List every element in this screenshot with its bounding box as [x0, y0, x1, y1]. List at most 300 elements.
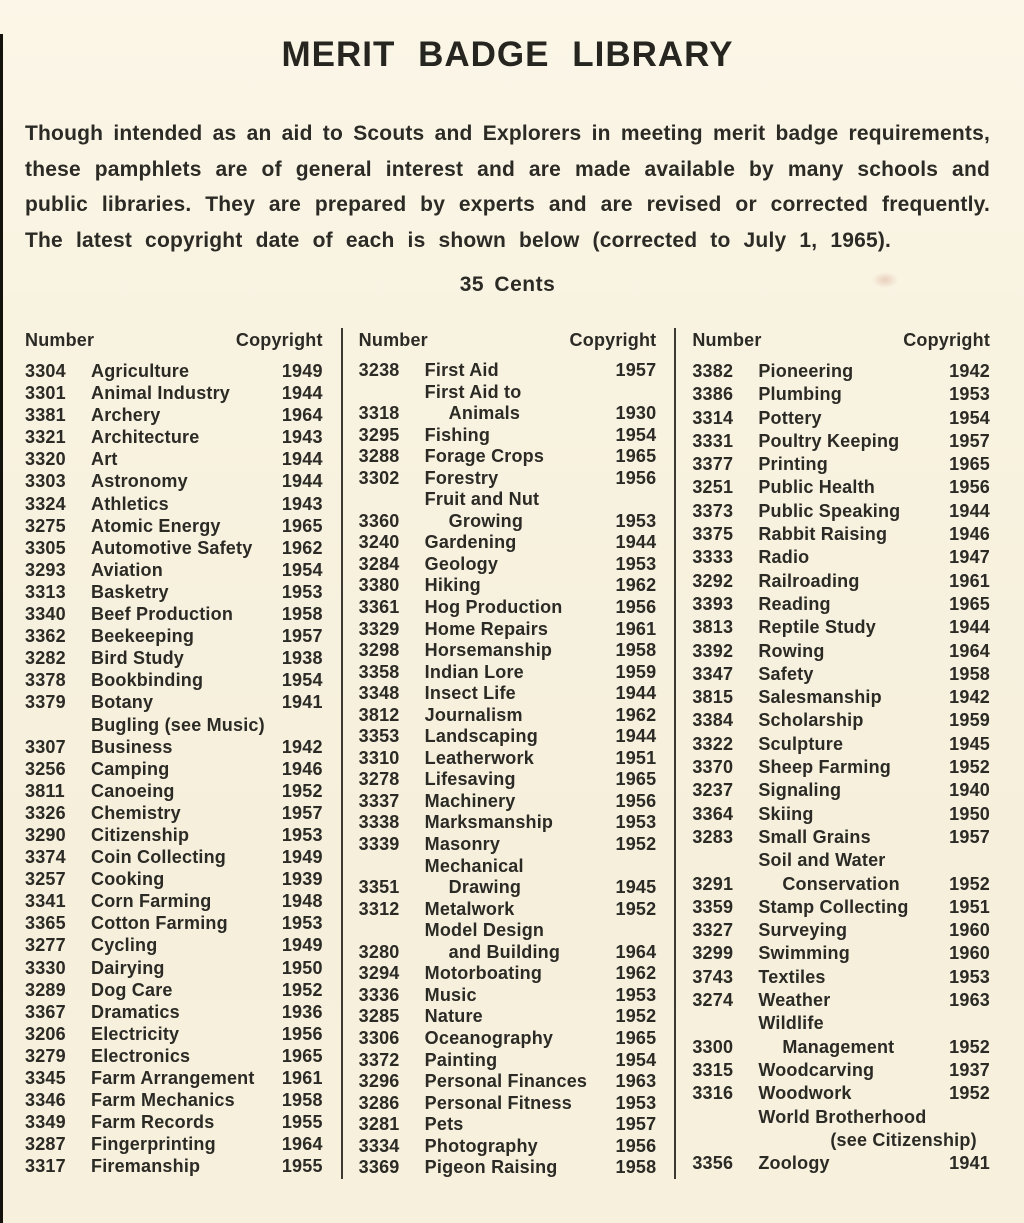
copyright-year: 1947	[949, 547, 991, 568]
badge-number: 3251	[692, 477, 734, 498]
copyright-year: 1965	[949, 593, 991, 614]
copyright-year: 1953	[281, 824, 323, 845]
badge-name: Journalism	[424, 704, 523, 725]
copyright-year: 1958	[615, 1157, 657, 1178]
badge-number: 3303	[25, 471, 66, 492]
badge-name: Sculpture	[758, 733, 844, 754]
badge-number: 3256	[25, 758, 66, 779]
column-1-rows	[25, 360, 323, 1177]
badge-table	[25, 328, 990, 1179]
badge-name: Reading	[758, 593, 831, 614]
badge-name: Pets	[424, 1114, 464, 1135]
column-1-header	[25, 328, 323, 352]
table-row	[692, 640, 990, 663]
table-row	[359, 963, 657, 985]
copyright-year: 1953	[281, 581, 323, 602]
badge-name: Electronics	[91, 1045, 191, 1066]
badge-name: Automotive Safety	[91, 537, 253, 558]
badge-number: 3351	[358, 877, 400, 898]
column-2-rows	[359, 360, 657, 1179]
scan-edge-shadow	[0, 34, 3, 1223]
badge-name: Agriculture	[91, 361, 190, 381]
badge-number: 3282	[25, 648, 66, 669]
copyright-year: 1937	[949, 1059, 991, 1080]
copyright-year: 1953	[615, 553, 657, 574]
badge-number: 3318	[358, 403, 400, 424]
table-row	[25, 581, 323, 603]
badge-number: 3327	[692, 920, 734, 941]
table-row	[25, 1155, 323, 1177]
copyright-year: 1952	[615, 834, 657, 855]
badge-number: 3316	[692, 1083, 734, 1104]
copyright-year: 1938	[281, 648, 323, 669]
table-row	[692, 663, 990, 686]
badge-number: 3333	[692, 547, 734, 568]
table-row	[692, 383, 990, 406]
copyright-year: 1957	[615, 360, 657, 380]
badge-name: Landscaping	[424, 726, 538, 747]
table-row	[359, 812, 657, 834]
copyright-year: 1952	[281, 979, 323, 1000]
copyright-year: 1954	[281, 670, 323, 691]
badge-name: Woodcarving	[758, 1059, 875, 1080]
copyright-year: 1957	[281, 626, 323, 647]
table-row	[359, 834, 657, 856]
table-column-2	[343, 328, 677, 1179]
copyright-year: 1965	[615, 769, 657, 790]
copyright-year: 1953	[615, 510, 657, 531]
badge-number: 3301	[25, 383, 66, 404]
badge-name: Metalwork	[424, 898, 515, 919]
badge-number: 3370	[692, 757, 734, 778]
badge-name: Farm Mechanics	[91, 1090, 235, 1111]
copyright-year: 1950	[949, 803, 991, 824]
badge-name: Cycling	[91, 935, 158, 956]
badge-name: Chemistry	[91, 802, 181, 823]
badge-name: Basketry	[91, 581, 169, 602]
badge-number: 3299	[692, 943, 734, 964]
badge-name: Oceanography	[424, 1027, 554, 1048]
badge-name: Electricity	[91, 1023, 180, 1044]
number-header: Number	[25, 330, 95, 350]
copyright-year: 1965	[281, 515, 323, 536]
badge-name: Stamp Collecting	[758, 896, 909, 917]
badge-number: 3356	[692, 1153, 734, 1174]
copyright-year: 1961	[615, 618, 657, 639]
badge-name: Sheep Farming	[758, 757, 891, 778]
copyright-year: 1941	[281, 692, 323, 713]
scanned-document	[0, 34, 1024, 1223]
badge-name: Business	[91, 736, 173, 757]
badge-name: Athletics	[91, 493, 169, 514]
price-label: 35 Cents	[459, 273, 556, 296]
copyright-year: 1957	[949, 430, 991, 451]
badge-number: 3331	[692, 430, 734, 451]
table-row	[359, 769, 657, 791]
copyright-year: 1958	[615, 640, 657, 661]
copyright-year: 1944	[615, 726, 657, 747]
badge-number: 3321	[25, 427, 66, 448]
table-row	[359, 748, 657, 770]
badge-name: Scholarship	[758, 710, 864, 731]
intro-paragraph	[25, 116, 990, 258]
copyright-year: 1958	[281, 1090, 323, 1111]
table-row	[25, 691, 323, 713]
badge-number: 3302	[358, 467, 400, 488]
copyright-year: 1961	[949, 570, 991, 591]
copyright-year: 1962	[281, 537, 323, 558]
copyright-year: 1965	[615, 446, 657, 467]
badge-name: Bugling (see Music)	[91, 714, 265, 735]
table-row	[359, 360, 657, 382]
copyright-year: 1965	[615, 1027, 657, 1048]
table-row	[359, 575, 657, 597]
table-row	[359, 662, 657, 684]
intro-line-3: public libraries. They are prepared by experts and are revised or corrected frequently.	[25, 193, 990, 216]
badge-number: 3288	[358, 446, 400, 467]
copyright-year: 1956	[615, 790, 657, 811]
badge-name: Marksmanship	[424, 812, 554, 833]
table-row	[25, 736, 323, 758]
page-title: MERIT BADGE LIBRARY	[281, 35, 734, 74]
copyright-year: 1953	[949, 384, 991, 405]
table-row	[25, 669, 323, 691]
badge-number: 3347	[692, 663, 734, 684]
badge-number: 3307	[25, 736, 66, 757]
intro-line-2: these pamphlets are of general interest and are made available by many schools and	[25, 157, 990, 181]
column-2-header	[359, 328, 657, 352]
badge-name: Architecture	[91, 427, 200, 448]
copyright-year: 1946	[949, 524, 991, 545]
copyright-year: 1952	[949, 873, 991, 894]
badge-number: 3358	[358, 661, 400, 682]
table-row	[692, 453, 990, 476]
badge-name: Corn Farming	[91, 891, 212, 912]
table-row	[359, 920, 657, 963]
copyright-year: 1943	[281, 493, 323, 514]
table-row	[692, 500, 990, 523]
badge-number: 3280	[358, 941, 400, 962]
column-3-header	[692, 328, 990, 352]
badge-number: 3240	[358, 532, 400, 553]
table-row	[25, 846, 323, 868]
badge-number: 3345	[25, 1068, 66, 1088]
badge-number: 3382	[692, 361, 734, 381]
copyright-year: 1960	[949, 943, 991, 964]
badge-name: Photography	[424, 1135, 538, 1156]
badge-name: Public Health	[758, 477, 875, 498]
badge-number: 3392	[692, 640, 734, 661]
copyright-year: 1954	[949, 407, 991, 428]
copyright-year: 1962	[615, 963, 657, 984]
column-3-rows	[692, 360, 990, 1175]
badge-name: Model Design and Building	[424, 920, 561, 962]
table-row	[359, 1071, 657, 1093]
badge-number: 3337	[358, 790, 400, 811]
table-row	[25, 426, 323, 448]
table-row	[359, 597, 657, 619]
table-row	[359, 1050, 657, 1072]
badge-name: Farm Arrangement	[91, 1068, 255, 1088]
badge-name: Rabbit Raising	[758, 524, 888, 545]
table-row	[692, 966, 990, 989]
badge-number: 3284	[358, 553, 400, 574]
badge-name: Soil and Water Conservation	[758, 850, 900, 894]
badge-number: 3310	[358, 747, 400, 768]
table-row	[359, 683, 657, 705]
badge-name: Music	[424, 984, 477, 1005]
copyright-year: 1952	[615, 1006, 657, 1027]
badge-name: Dramatics	[91, 1001, 180, 1022]
table-row	[692, 686, 990, 709]
table-row	[692, 1012, 990, 1059]
table-row	[359, 1157, 657, 1179]
badge-name: Forestry	[424, 467, 499, 488]
table-row	[359, 791, 657, 813]
copyright-year: 1950	[281, 957, 323, 978]
copyright-year: 1940	[949, 780, 991, 801]
table-row	[692, 360, 990, 383]
badge-name: Personal Fitness	[424, 1092, 572, 1113]
copyright-year: 1956	[615, 467, 657, 488]
copyright-year: 1949	[281, 847, 323, 868]
table-row	[692, 896, 990, 919]
table-row	[692, 476, 990, 499]
badge-name: Animal Industry	[91, 383, 231, 404]
table-row	[692, 1152, 990, 1175]
badge-name: Surveying	[758, 920, 848, 941]
badge-name: Nature	[424, 1006, 483, 1027]
table-row	[692, 756, 990, 779]
badge-name: Pottery	[758, 407, 822, 428]
copyright-year: 1964	[615, 941, 657, 962]
table-row	[692, 989, 990, 1012]
badge-number: 3275	[25, 515, 66, 536]
table-row	[692, 803, 990, 826]
badge-number: 3336	[358, 984, 400, 1005]
copyright-year: 1944	[281, 383, 323, 404]
badge-name: Archery	[91, 405, 161, 426]
badge-name: Weather	[758, 990, 831, 1011]
table-row	[25, 1111, 323, 1133]
badge-number: 3289	[25, 979, 66, 1000]
table-row	[25, 1045, 323, 1067]
copyright-year: 1944	[949, 500, 991, 521]
badge-number: 3322	[692, 733, 734, 754]
number-header: Number	[692, 330, 762, 350]
copyright-year: 1952	[949, 757, 991, 778]
badge-name: Dairying	[91, 957, 165, 978]
table-row	[25, 934, 323, 956]
badge-number: 3300	[692, 1036, 734, 1057]
copyright-header: Copyright	[903, 330, 991, 350]
badge-number: 3813	[692, 617, 734, 638]
badge-number: 3292	[692, 570, 734, 591]
table-row	[25, 537, 323, 559]
badge-number: 3329	[358, 618, 400, 639]
table-column-3	[676, 328, 990, 1179]
table-row	[359, 1136, 657, 1158]
badge-number: 3237	[692, 780, 734, 801]
copyright-year: 1948	[281, 891, 323, 912]
table-row	[25, 758, 323, 780]
copyright-year: 1952	[281, 780, 323, 801]
badge-name: Signaling	[758, 780, 842, 801]
badge-name: Citizenship	[91, 824, 190, 845]
table-row	[25, 1089, 323, 1111]
badge-name: Safety	[758, 663, 814, 684]
badge-number: 3743	[692, 966, 734, 987]
copyright-year: 1957	[615, 1114, 657, 1135]
badge-number: 3294	[358, 963, 400, 984]
badge-number: 3362	[25, 626, 66, 647]
badge-name: Cotton Farming	[91, 913, 228, 934]
copyright-year: 1944	[281, 449, 323, 470]
copyright-year: 1955	[281, 1112, 323, 1133]
table-row	[359, 1028, 657, 1050]
table-row	[25, 559, 323, 581]
table-row	[359, 446, 657, 468]
badge-number: 3346	[25, 1090, 66, 1111]
badge-name: Salesmanship	[758, 687, 882, 708]
copyright-year: 1946	[281, 758, 323, 779]
copyright-year: 1962	[615, 575, 657, 596]
table-row	[692, 570, 990, 593]
badge-name: Pioneering	[758, 361, 854, 381]
badge-number: 3381	[25, 405, 66, 426]
badge-name: Leatherwork	[424, 747, 534, 768]
copyright-year: 1957	[949, 826, 991, 847]
table-row	[25, 625, 323, 647]
table-row	[359, 899, 657, 921]
copyright-year: 1958	[949, 663, 991, 684]
badge-name: Motorboating	[424, 963, 543, 984]
table-row	[25, 470, 323, 492]
badge-number: 3281	[358, 1114, 400, 1135]
copyright-year: 1944	[281, 471, 323, 492]
table-row	[359, 985, 657, 1007]
copyright-year: 1955	[281, 1156, 323, 1177]
badge-name: Forage Crops	[424, 446, 545, 467]
badge-name: Hog Production	[424, 597, 563, 618]
copyright-year: 1964	[281, 1134, 323, 1155]
copyright-year: 1952	[949, 1083, 991, 1104]
paper-smudge	[872, 272, 898, 288]
badge-name: Mechanical Drawing	[424, 855, 524, 898]
table-row	[359, 705, 657, 727]
badge-name: Fishing	[424, 424, 491, 445]
badge-name: Fingerprinting	[91, 1134, 216, 1155]
table-row	[692, 1059, 990, 1082]
table-row	[692, 1106, 990, 1153]
badge-number: 3283	[692, 826, 734, 847]
badge-name: Aviation	[91, 559, 163, 580]
badge-number: 3293	[25, 559, 66, 580]
table-row	[25, 360, 323, 382]
table-row	[692, 1082, 990, 1105]
copyright-header: Copyright	[569, 330, 657, 350]
badge-name: Woodwork	[758, 1083, 852, 1104]
table-row	[25, 1001, 323, 1023]
copyright-year: 1960	[949, 920, 991, 941]
badge-name: Pigeon Raising	[424, 1157, 558, 1178]
badge-name: Camping	[91, 758, 170, 779]
badge-number: 3238	[358, 360, 400, 380]
badge-number: 3291	[692, 873, 734, 894]
badge-name: Atomic Energy	[91, 515, 221, 536]
table-row	[359, 1114, 657, 1136]
badge-number: 3361	[358, 597, 400, 618]
badge-name: Rowing	[758, 640, 825, 661]
table-row	[692, 593, 990, 616]
badge-name: Firemanship	[91, 1156, 201, 1177]
copyright-year: 1942	[281, 736, 323, 757]
badge-name: Farm Records	[91, 1112, 215, 1133]
table-row	[25, 448, 323, 470]
badge-name: Swimming	[758, 943, 850, 964]
copyright-year: 1944	[949, 617, 991, 638]
table-row	[359, 1093, 657, 1115]
copyright-year: 1965	[949, 454, 991, 475]
badge-number: 3305	[25, 537, 66, 558]
badge-name: Plumbing	[758, 384, 842, 405]
table-row	[359, 532, 657, 554]
table-row	[25, 647, 323, 669]
copyright-year: 1936	[281, 1001, 323, 1022]
copyright-year: 1954	[615, 1049, 657, 1070]
badge-name: Personal Finances	[424, 1071, 588, 1092]
copyright-year: 1953	[949, 966, 991, 987]
table-row	[25, 957, 323, 979]
table-row	[25, 714, 323, 736]
table-row	[25, 1067, 323, 1089]
badge-number: 3373	[692, 500, 734, 521]
table-row	[25, 802, 323, 824]
table-row	[25, 603, 323, 625]
badge-name: Beekeeping	[91, 626, 195, 647]
badge-number: 3314	[692, 407, 734, 428]
badge-number: 3296	[358, 1071, 400, 1092]
table-row	[359, 856, 657, 899]
badge-number: 3286	[358, 1092, 400, 1113]
badge-name: Cooking	[91, 869, 165, 890]
copyright-year: 1954	[615, 424, 657, 445]
badge-name: Machinery	[424, 790, 516, 811]
badge-number: 3334	[358, 1135, 400, 1156]
badge-name: Painting	[424, 1049, 498, 1070]
badge-name: Bookbinding	[91, 670, 204, 691]
badge-number: 3372	[358, 1049, 400, 1070]
table-row	[359, 619, 657, 641]
badge-number: 3349	[25, 1112, 66, 1133]
copyright-year: 1953	[615, 812, 657, 833]
badge-name: Radio	[758, 547, 810, 568]
badge-name: Wildlife Management	[758, 1013, 895, 1057]
badge-number: 3278	[358, 769, 400, 790]
copyright-year: 1949	[281, 935, 323, 956]
badge-number: 3377	[692, 454, 734, 475]
badge-number: 3341	[25, 891, 66, 912]
copyright-year: 1956	[615, 597, 657, 618]
badge-name: Fruit and Nut Growing	[424, 489, 540, 531]
copyright-year: 1956	[615, 1135, 657, 1156]
badge-number: 3320	[25, 449, 66, 470]
intro-line-4: The latest copyright date of each is shown below (corrected to July 1, 1965).	[25, 228, 892, 252]
badge-number: 3348	[358, 683, 400, 704]
copyright-year: 1942	[949, 361, 991, 381]
badge-number: 3338	[358, 812, 400, 833]
copyright-year: 1949	[281, 361, 323, 381]
